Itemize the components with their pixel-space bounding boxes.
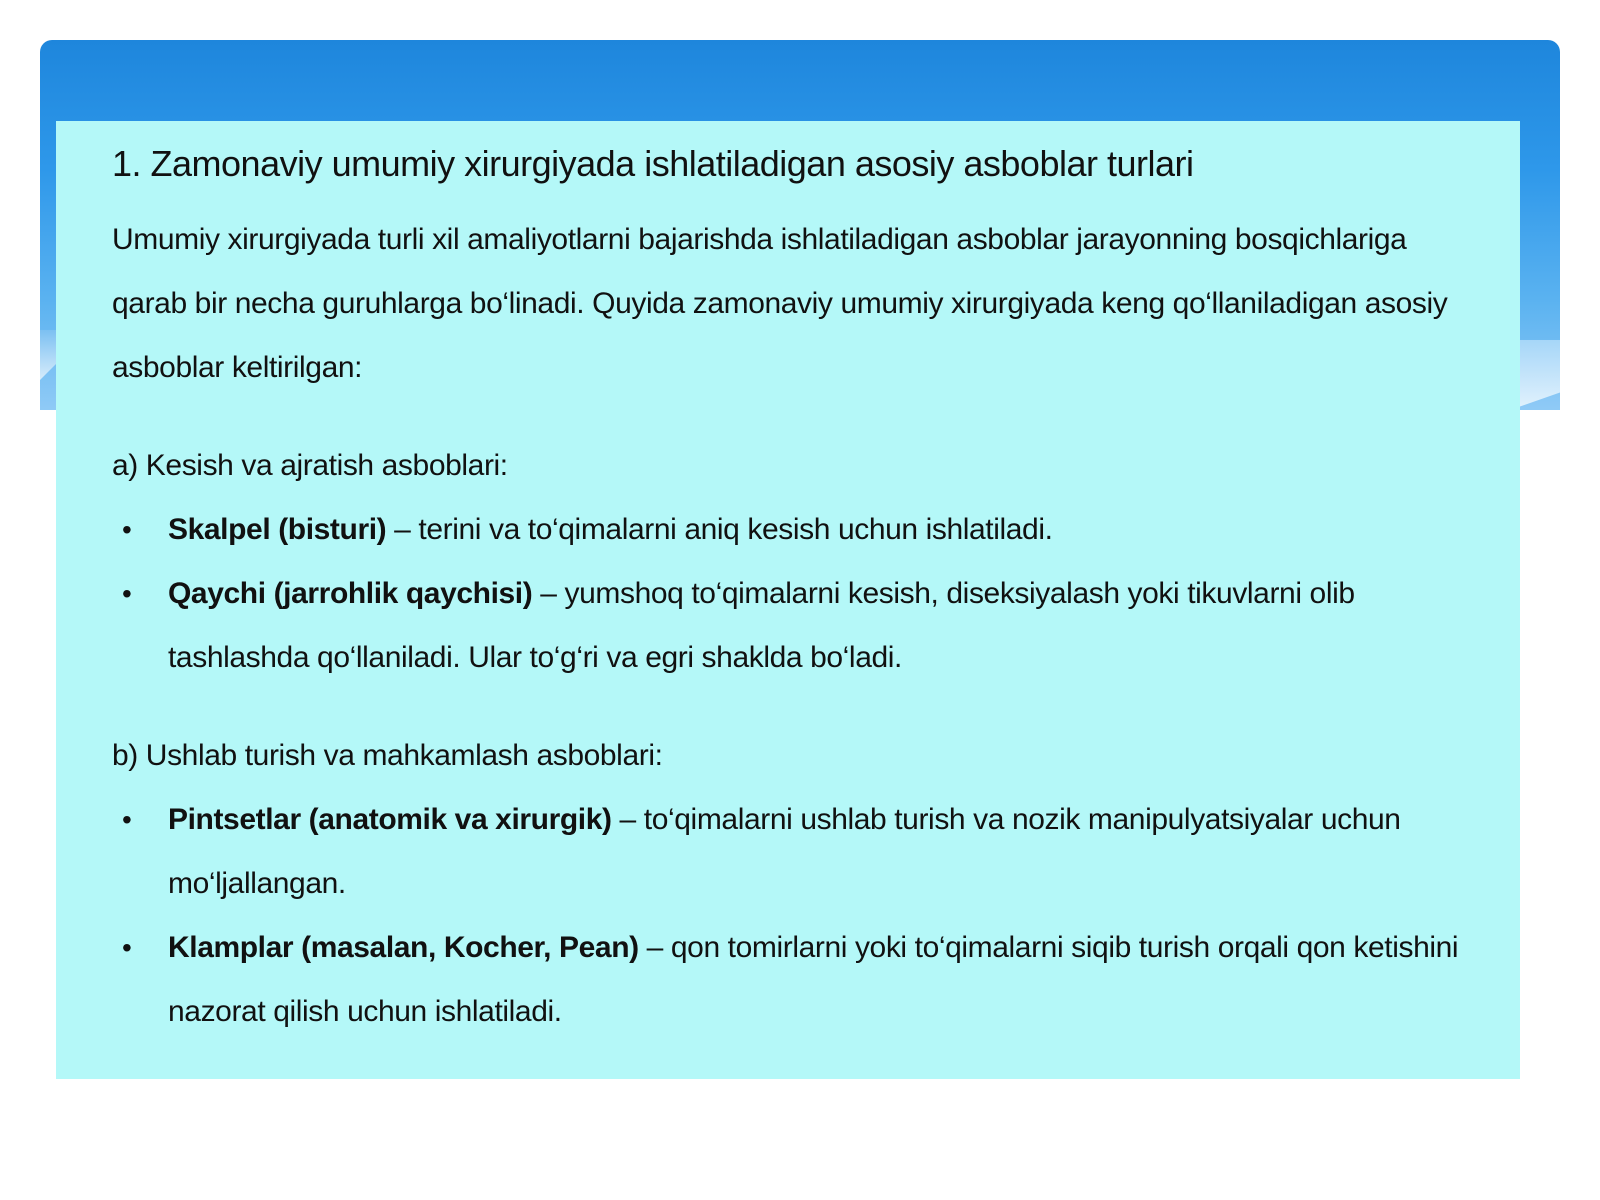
slide-title: 1. Zamonaviy umumiy xirurgiyada ishlatiladigan asosiy asboblar turlari bbox=[112, 143, 1194, 184]
section-heading: b) Ushlab turish va mahkamlash asboblari: bbox=[112, 738, 663, 772]
bullet-icon: • bbox=[122, 577, 132, 609]
list-item bbox=[112, 916, 1464, 1044]
bullet-list bbox=[112, 788, 1464, 1044]
item-term: Pintsetlar (anatomik va xirurgik) bbox=[168, 802, 612, 836]
item-term: Skalpel (bisturi) bbox=[168, 512, 387, 546]
bullet-icon: • bbox=[122, 803, 132, 835]
item-description: – qon tomirlarni yoki to‘qimalarni siqib turish orqali qon ketishini nazorat qilish uchun ishlatiladi. bbox=[168, 930, 1459, 1028]
section-heading: a) Kesish va ajratish asboblari: bbox=[112, 448, 508, 482]
list-item bbox=[112, 562, 1464, 690]
bullet-list bbox=[112, 498, 1464, 690]
item-description: – terini va to‘qimalarni aniq kesish uchun ishlatiladi. bbox=[386, 512, 1053, 546]
item-description: – to‘qimalarni ushlab turish va nozik manipulyatsiyalar uchun mo‘ljallangan. bbox=[168, 802, 1401, 900]
content-box bbox=[56, 121, 1520, 1079]
section-cutting-instruments bbox=[112, 434, 1464, 690]
list-item bbox=[112, 498, 1464, 562]
bullet-icon: • bbox=[122, 931, 132, 963]
item-term: Qaychi (jarrohlik qaychisi) bbox=[168, 576, 533, 610]
intro-paragraph: Umumiy xirurgiyada turli xil amaliyotlarni bajarishda ishlatiladigan asboblar jarayonning bosqichlariga qarab bir necha guruhlarga bo‘linadi. Quyida zamonaviy umumiy xirurgiyada keng qo‘llaniladigan asosiy asboblar keltirilgan: bbox=[112, 222, 1448, 384]
item-description: – yumshoq to‘qimalarni kesish, diseksiyalash yoki tikuvlarni olib tashlashda qo‘llaniladi. Ular to‘g‘ri va egri shaklda bo‘ladi. bbox=[168, 576, 1355, 674]
list-item bbox=[112, 788, 1464, 916]
section-holding-instruments bbox=[112, 724, 1464, 1044]
item-term: Klamplar (masalan, Kocher, Pean) bbox=[168, 930, 639, 964]
bullet-icon: • bbox=[122, 513, 132, 545]
